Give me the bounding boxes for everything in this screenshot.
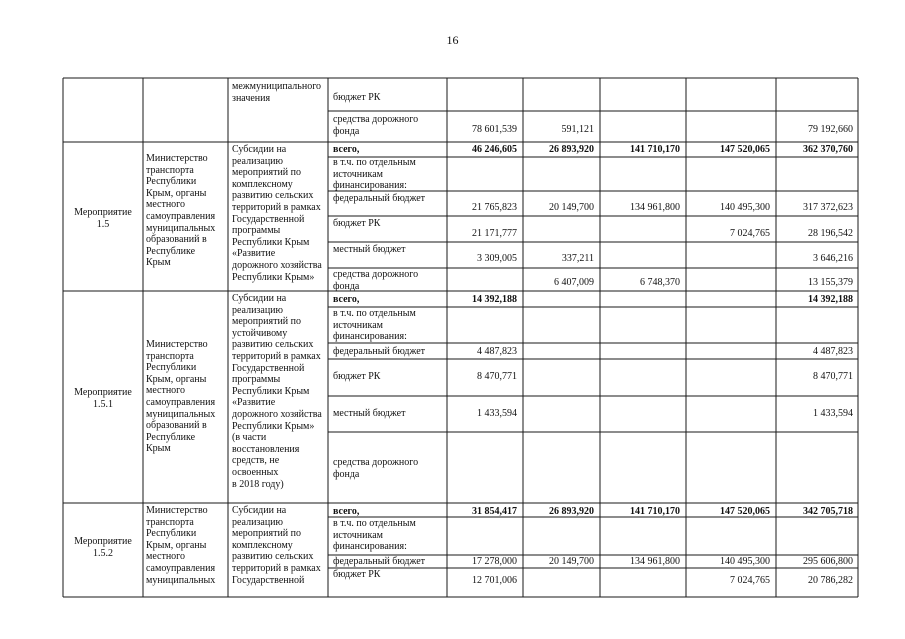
executor-cell: Министерство транспорта Республики Крым, органы местного самоуправления муниципальных (146, 505, 216, 586)
value-cell: 26 893,920 (549, 506, 594, 517)
value-cell: 13 155,379 (808, 277, 853, 288)
source-cell: средства дорожного фонда (333, 457, 419, 480)
source-cell: всего, (333, 506, 360, 517)
value-cell: 7 024,765 (730, 575, 770, 586)
source-cell: бюджет РК (333, 371, 381, 382)
value-cell: 20 149,700 (549, 556, 594, 567)
value-cell: 20 149,700 (549, 202, 594, 213)
measure-label: Мероприятие 1.5 (74, 207, 132, 230)
source-cell: всего, (333, 294, 360, 305)
value-cell: 141 710,170 (630, 144, 680, 155)
value-cell: 21 171,777 (472, 228, 517, 239)
value-cell: 295 606,800 (803, 556, 853, 567)
value-cell: 8 470,771 (477, 371, 517, 382)
value-cell: 14 392,188 (472, 294, 517, 305)
value-cell: 79 192,660 (808, 124, 853, 135)
value-cell: 78 601,539 (472, 124, 517, 135)
value-cell: 134 961,800 (630, 202, 680, 213)
value-cell: 4 487,823 (813, 346, 853, 357)
executor-cell: Министерство транспорта Республики Крым, органы местного самоуправления муниципальных образований в Республике Крым (146, 153, 216, 269)
source-cell: федеральный бюджет (333, 556, 426, 567)
source-cell: бюджет РК (333, 218, 381, 229)
value-cell: 141 710,170 (630, 506, 680, 517)
value-cell: 20 786,282 (808, 575, 853, 586)
value-cell: 21 765,823 (472, 202, 517, 213)
source-cell: бюджет РК (333, 92, 381, 103)
source-cell: средства дорожного фонда (333, 114, 419, 137)
value-cell: 12 701,006 (472, 575, 517, 586)
value-cell: 317 372,623 (803, 202, 853, 213)
source-cell: бюджет РК (333, 569, 381, 580)
source-cell: местный бюджет (333, 244, 406, 255)
value-cell: 6 407,009 (554, 277, 594, 288)
value-cell: 342 705,718 (803, 506, 853, 517)
value-cell: 3 309,005 (477, 253, 517, 264)
source-cell: местный бюджет (333, 408, 406, 419)
value-cell: 14 392,188 (808, 294, 853, 305)
measure-cell: межмуниципального значения (232, 81, 322, 104)
page-number: 16 (446, 33, 459, 47)
source-cell: федеральный бюджет (333, 193, 426, 204)
value-cell: 337,211 (561, 253, 594, 264)
measure-label: Мероприятие 1.5.2 (74, 536, 132, 559)
value-cell: 26 893,920 (549, 144, 594, 155)
measure-cell: Субсидии на реализацию мероприятий по комплексному развитию сельских территорий в рамках Государственной (232, 505, 321, 586)
measure-cell: Субсидии на реализацию мероприятий по комплексному развитию сельских территорий в рамках Государственной программы Республики Крым «Развитие дорожного хозяйства Республики Крым» (232, 144, 322, 283)
value-cell: 17 278,000 (472, 556, 517, 567)
source-cell: всего, (333, 144, 360, 155)
source-cell: в т.ч. по отдельным источникам финансирования: (333, 518, 416, 553)
value-cell: 3 646,216 (813, 253, 853, 264)
source-cell: в т.ч. по отдельным источникам финансирования: (333, 308, 416, 343)
source-cell: средства дорожного фонда (333, 269, 419, 292)
measure-cell: Субсидии на реализацию мероприятий по устойчивому развитию сельских территорий в рамках Государственной программы Республики Крым «Развитие дорожного хозяйства Республики Крым» (в части восстановления средств, не освоенных в 2018 году) (232, 293, 322, 490)
value-cell: 8 470,771 (813, 371, 853, 382)
measure-label: Мероприятие 1.5.1 (74, 387, 132, 410)
value-cell: 7 024,765 (730, 228, 770, 239)
source-cell: федеральный бюджет (333, 346, 426, 357)
value-cell: 1 433,594 (477, 408, 517, 419)
value-cell: 6 748,370 (640, 277, 680, 288)
value-cell: 362 370,760 (803, 144, 853, 155)
value-cell: 28 196,542 (808, 228, 853, 239)
value-cell: 46 246,605 (472, 144, 517, 155)
source-cell: в т.ч. по отдельным источникам финансирования: (333, 157, 416, 192)
value-cell: 4 487,823 (477, 346, 517, 357)
value-cell: 591,121 (561, 124, 594, 135)
executor-cell: Министерство транспорта Республики Крым, органы местного самоуправления муниципальных образований в Республике Крым (146, 339, 216, 455)
value-cell: 31 854,417 (472, 506, 517, 517)
value-cell: 147 520,065 (720, 144, 770, 155)
value-cell: 134 961,800 (630, 556, 680, 567)
value-cell: 147 520,065 (720, 506, 770, 517)
value-cell: 1 433,594 (813, 408, 853, 419)
value-cell: 140 495,300 (720, 202, 770, 213)
value-cell: 140 495,300 (720, 556, 770, 567)
